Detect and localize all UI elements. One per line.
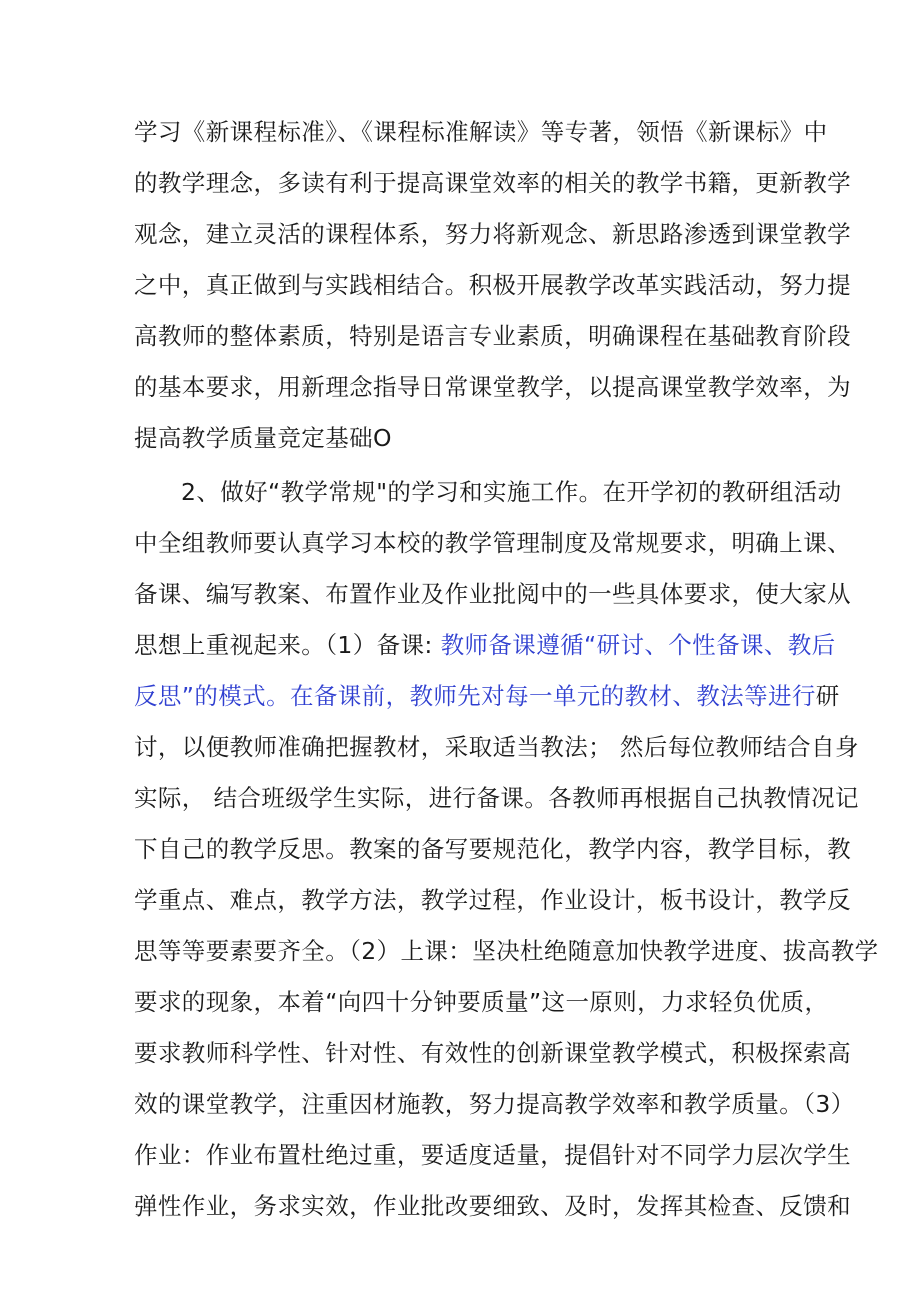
- paragraph-2-line-5: [134, 681, 840, 711]
- paragraph-1-line-7: 提高教学质量竞定基础O: [134, 424, 392, 452]
- paragraph-1-line-1: 学习《新课程标准》、《课程标准解读》等专著，领悟《新课标》中: [134, 118, 828, 146]
- paragraph-2-line-12: 要求教师科学性、针对性、有效性的创新课堂教学模式，积极探索高: [134, 1039, 851, 1067]
- line-4-plain-text: 思想上重视起来。（1）备课:: [134, 631, 433, 659]
- paragraph-2-line-1: 2、做好“教学常规"的学习和实施工作。在开学初的教研组活动: [181, 478, 842, 506]
- paragraph-2-line-10: 思等等要素要齐全。（2）上课：坚决杜绝随意加快教学进度、拔高教学: [134, 937, 879, 965]
- line-4-highlight-text: 教师备课遵循“研讨、个性备课、教后: [440, 631, 836, 659]
- paragraph-2-line-4: [134, 630, 836, 660]
- paragraph-2-line-13: 效的课堂教学，注重因材施教，努力提高教学效率和教学质量。（3）: [134, 1090, 855, 1118]
- paragraph-2-line-15: 弹性作业，务求实效，作业批改要细致、及时，发挥其检查、反馈和: [134, 1192, 851, 1220]
- line-5-highlight-text: 反思”的模式。在备课前，教师先对每一单元的教材、教法等进行: [134, 682, 816, 710]
- paragraph-2-line-2: 中全组教师要认真学习本校的教学管理制度及常规要求，明确上课、: [134, 529, 851, 557]
- paragraph-1-line-3: 观念，建立灵活的课程体系，努力将新观念、新思路渗透到课堂教学: [134, 220, 851, 248]
- paragraph-2-line-8: 下自己的教学反思。教案的备写要规范化，教学内容，教学目标，教: [134, 835, 851, 863]
- paragraph-1-line-2: 的教学理念，多读有利于提高课堂效率的相关的教学书籍，更新教学: [134, 169, 851, 197]
- paragraph-2-line-11: 要求的现象，本着“向四十分钟要质量”这一原则，力求轻负优质，: [134, 988, 829, 1016]
- paragraph-1-line-4: 之中，真正做到与实践相结合。积极开展教学改革实践活动，努力提: [134, 271, 851, 299]
- line-5-plain-text: 研: [815, 682, 840, 710]
- paragraph-1-line-5: 高教师的整体素质，特别是语言专业素质，明确课程在基础教育阶段: [134, 322, 851, 350]
- paragraph-2-line-3: 备课、编写教案、布置作业及作业批阅中的一些具体要求，使大家从: [134, 580, 851, 608]
- paragraph-2-line-9: 学重点、难点，教学方法，教学过程，作业设计，板书设计，教学反: [134, 886, 851, 914]
- paragraph-2-line-7: 实际， 结合班级学生实际，进行备课。各教师再根据自己执教情况记: [134, 784, 859, 812]
- paragraph-1-line-6: 的基本要求，用新理念指导日常课堂教学，以提高课堂教学效率，为: [134, 373, 851, 401]
- paragraph-2-line-14: 作业：作业布置杜绝过重，要适度适量，提倡针对不同学力层次学生: [134, 1141, 851, 1169]
- paragraph-2-line-6: 讨，以便教师准确把握教材，采取适当教法； 然后每位教师结合自身: [134, 733, 859, 761]
